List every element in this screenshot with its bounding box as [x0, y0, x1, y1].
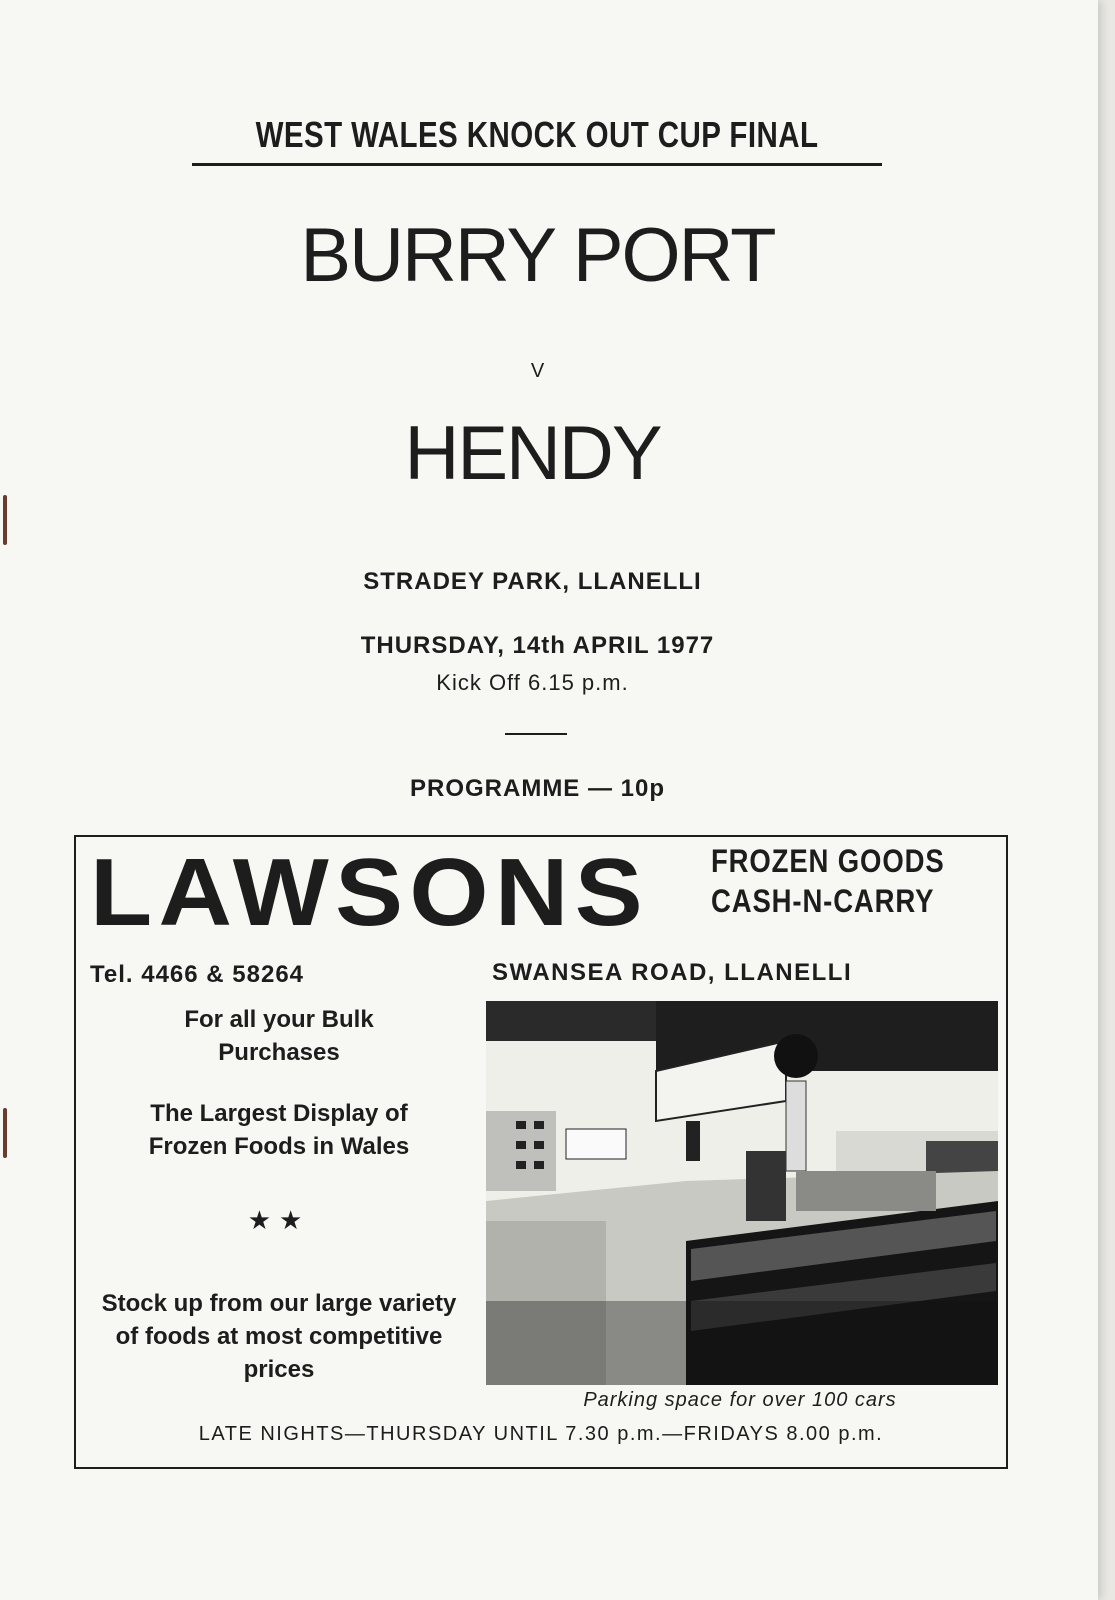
- match-date: THURSDAY, 14th APRIL 1977: [360, 632, 715, 659]
- telephone-numbers: Tel. 4466 & 58264: [90, 961, 305, 988]
- tagline-line-2: CASH-N-CARRY: [711, 883, 935, 919]
- tagline-line-1: FROZEN GOODS: [711, 843, 945, 879]
- advertiser-tagline: [711, 841, 945, 921]
- star-ornament: ★★: [247, 1205, 311, 1235]
- home-team: BURRY PORT: [300, 213, 775, 298]
- late-night-opening: LATE NIGHTS—THURSDAY UNTIL 7.30 p.m.—FRIDAYS 8.00 p.m.: [198, 1423, 884, 1445]
- competition-title: WEST WALES KNOCK OUT CUP FINAL: [255, 114, 819, 155]
- blurb-stock-up: Stock up from our large variety of foods at most competitive prices: [101, 1290, 457, 1383]
- advertiser-name: LAWSONS: [90, 839, 649, 946]
- kick-off-time: Kick Off 6.15 p.m.: [436, 670, 629, 695]
- divider: [505, 733, 567, 735]
- away-team: HENDY: [404, 411, 661, 496]
- lawsons-advert: [74, 835, 1008, 1469]
- programme-price: PROGRAMME — 10p: [409, 775, 666, 802]
- blurb-largest-display: The Largest Display of Frozen Foods in Wales: [148, 1100, 410, 1160]
- venue: STRADEY PARK, LLANELLI: [363, 568, 702, 595]
- advertiser-address: SWANSEA ROAD, LLANELLI: [492, 959, 853, 986]
- staple: [3, 495, 7, 545]
- photo-caption: Parking space for over 100 cars: [583, 1389, 897, 1411]
- staple: [3, 1108, 7, 1158]
- title-underline: [192, 163, 882, 166]
- versus-label: V: [530, 360, 545, 382]
- blurb-bulk-purchases: For all your Bulk Purchases: [184, 1006, 374, 1066]
- store-interior-photo: [486, 1001, 998, 1385]
